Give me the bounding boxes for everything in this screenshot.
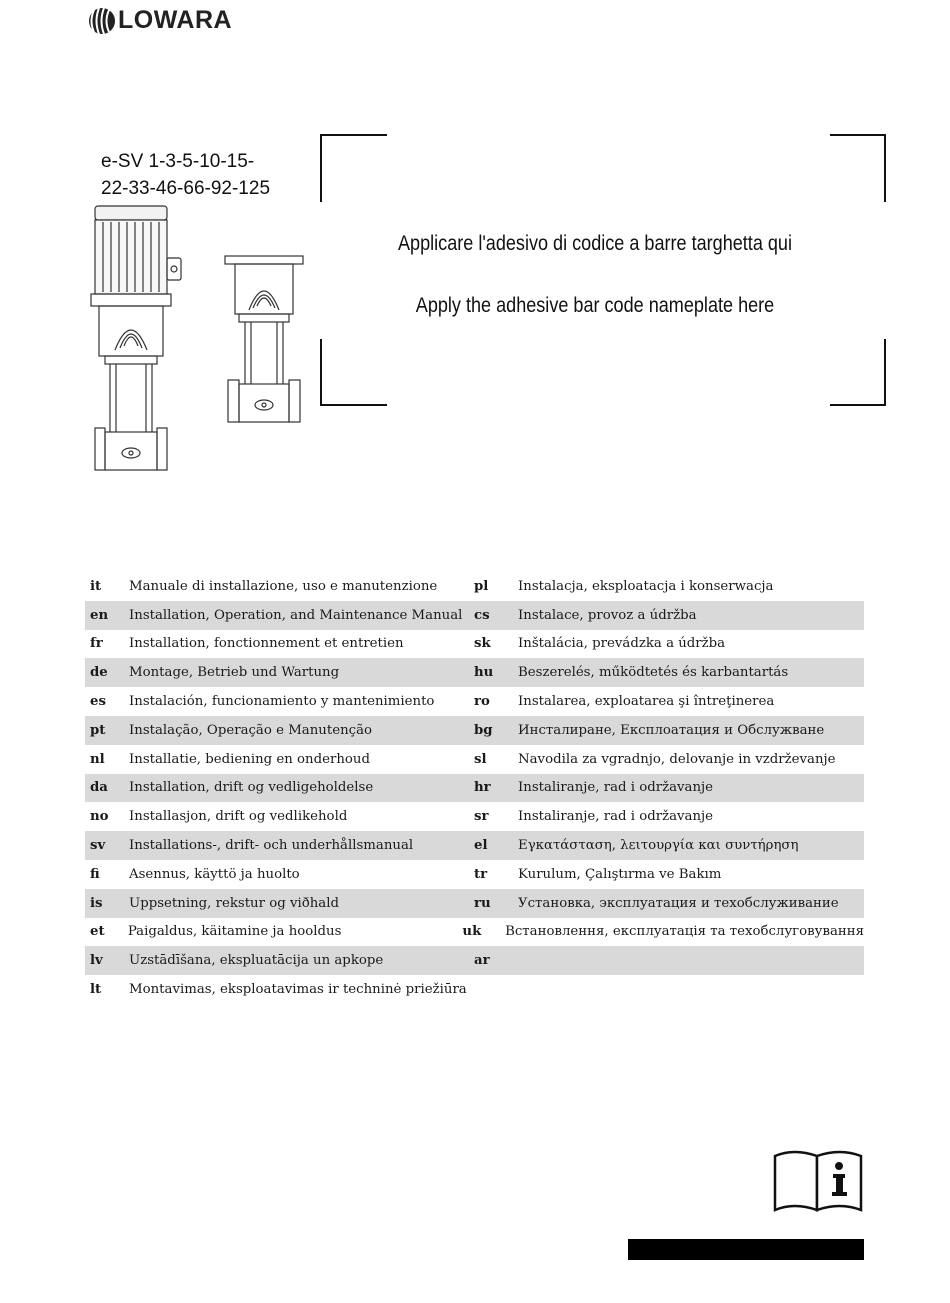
lang-title: Installasjon, drift og vedlikehold [129,809,348,825]
brand-logo [88,4,258,38]
language-table [85,572,864,1004]
lang-title: Manuale di installazione, uso e manutenzione [129,578,438,594]
lang-title: Uzstādīšana, ekspluatācija un apkope [129,953,384,969]
lang-code: es [90,694,106,710]
lang-title: Montavimas, eksploatavimas ir techninė priežiūra [129,982,467,998]
product-title-line2: 22-33-46-66-92-125 [101,178,271,199]
lang-title: Instaliranje, rad i održavanje [518,780,714,796]
product-title [101,148,270,202]
barcode-label-area [320,134,886,406]
table-row [85,716,864,745]
lang-code: no [90,809,109,825]
lang-title: Installation, fonctionnement et entretien [129,636,404,652]
lang-title: Navodila za vgradnjo, delovanje in vzdrževanje [518,751,836,767]
lang-code: is [90,895,103,911]
lang-title: Installation, drift og vedligeholdelse [129,780,374,796]
table-row [85,687,864,716]
table-row [85,572,864,601]
lang-title: Встановлення, експлуатація та техобслуговування [505,924,864,940]
lang-code: de [90,665,108,681]
lowara-logo-icon [88,4,116,38]
lang-title: Instalace, provoz a údržba [518,607,697,623]
lang-title: Installations-, drift- och underhållsmanual [129,838,414,854]
label-instruction-en: Apply the adhesive bar code nameplate here [415,294,775,317]
lang-title: Uppsetning, rekstur og viðhald [129,895,339,911]
lang-code: en [90,607,109,623]
lang-title: Kurulum, Çalıştırma ve Bakım [518,866,722,882]
lang-title: Инсталиране, Експлоатация и Обслужване [518,722,825,738]
lang-title: Εγκατάσταση, λειτουργία και συντήρηση [518,838,799,854]
lang-code: nl [90,751,105,767]
lang-code: hu [474,665,494,681]
table-row [85,831,864,860]
table-row [85,802,864,831]
table-row [85,601,864,630]
lang-title: Montage, Betrieb und Wartung [129,665,340,681]
table-row [85,918,864,947]
lang-code: sv [90,838,106,854]
lang-title: Asennus, käyttö ja huolto [129,866,300,882]
lang-code: hr [474,780,491,796]
lang-code: bg [474,722,493,738]
table-row [85,658,864,687]
lang-code: et [90,924,105,940]
lang-code: uk [462,924,482,940]
table-row [85,745,864,774]
lang-title: Installation, Operation, and Maintenance Manual [129,607,463,623]
lang-code: sl [474,751,487,767]
lang-title: Instaliranje, rad i održavanje [518,809,714,825]
pump-drawing-icon [85,200,305,475]
lang-title: Inštalácia, prevádzka a údržba [518,636,726,652]
lang-code: fi [90,866,100,882]
lang-title: Instalação, Operação e Manutenção [129,722,373,738]
lang-code: sr [474,809,489,825]
product-title-line1: e-SV 1-3-5-10-15- [101,151,255,172]
lang-code: fr [90,636,103,652]
label-instruction-it: Applicare l'adesivo di codice a barre targhetta qui [398,232,792,255]
lang-title: Instalarea, exploatarea şi întreţinerea [518,694,775,710]
lang-code: lv [90,953,103,969]
footer-bar [628,1239,864,1260]
lang-code: da [90,780,108,796]
table-row [85,630,864,659]
lang-code: ru [474,895,491,911]
table-row [85,860,864,889]
lang-title: Instalación, funcionamiento y mantenimiento [129,694,435,710]
table-row [85,975,864,1004]
brand-name: LOWARA [118,6,233,34]
lang-code: pl [474,578,489,594]
table-row [85,889,864,918]
lang-title: Beszerelés, működtetés és karbantartás [518,665,789,681]
lang-code: sk [474,636,491,652]
read-manual-info-icon [772,1148,864,1212]
lang-title: Instalacja, eksploatacja i konserwacja [518,578,774,594]
lang-title: Paigaldus, käitamine ja hooldus [127,924,342,940]
lang-code: pt [90,722,106,738]
lang-code: it [90,578,102,594]
lang-code: tr [474,866,488,882]
table-row [85,946,864,975]
lang-code: el [474,838,488,854]
lang-title: Установка, эксплуатация и техобслуживание [518,895,839,911]
lang-code: lt [90,982,102,998]
lang-code: cs [474,607,490,623]
lang-code: ro [474,694,490,710]
lang-title: Installatie, bediening en onderhoud [129,751,371,767]
lang-code: ar [474,953,490,969]
table-row [85,774,864,803]
